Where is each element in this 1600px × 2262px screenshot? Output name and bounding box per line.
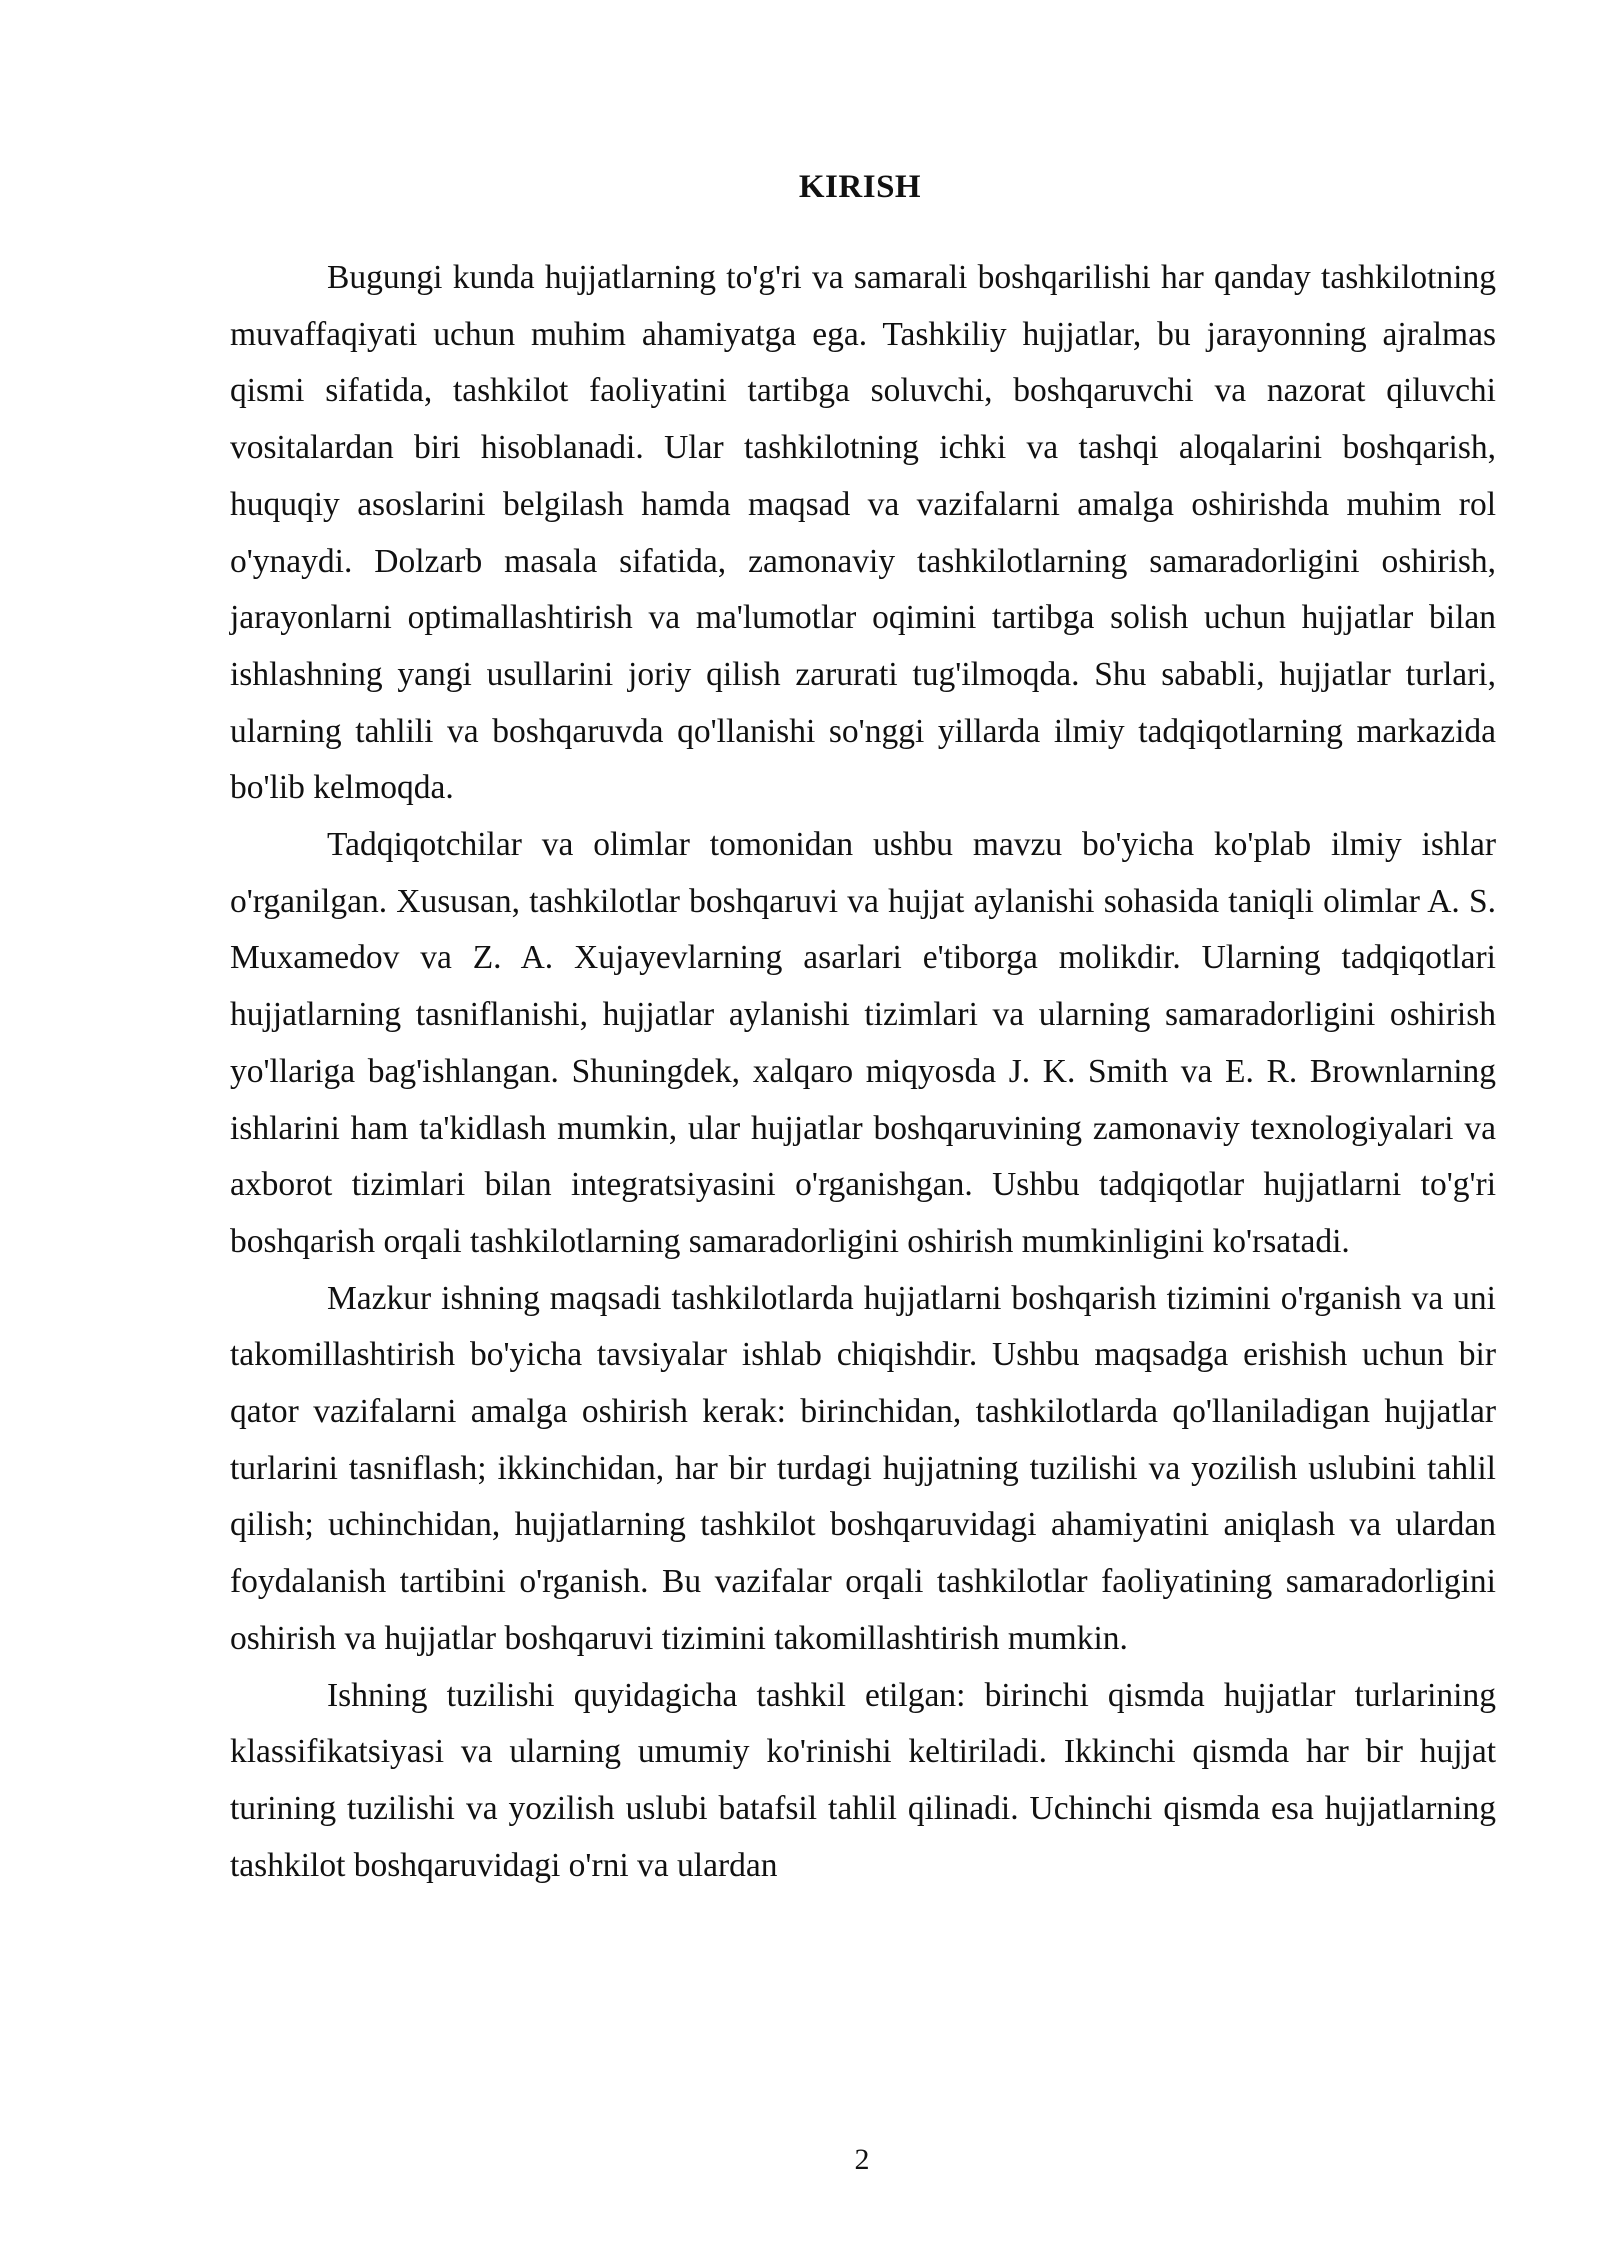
section-title: KIRISH [798,169,922,205]
paragraph-3: Mazkur ishning maqsadi tashkilotlarda hujjatlarni boshqarish tizimini o'rganish va uni takomillashtirish bo'yicha tavsiyalar ishlab chiqishdir. Ushbu maqsadga erishish uchun bir qator vazifalarni amalga oshirish kerak: birinchidan, tashkilotlarda qo'llaniladigan hujjatlar turlarini tasniflash; ikkinchidan, har bir turdagi hujjatning tuzilishi va yozilish uslubini tahlil qilish; uchinchidan, hujjatlarning tashkilot boshqaruvidagi ahamiyatini aniqlash va ulardan foydalanish tartibini o'rganish. Bu vazifalar orqali tashkilotlar faoliyatining samaradorligini oshirish va hujjatlar boshqaruvi tizimini takomillashtirish mumkin. [230,1279,1496,1657]
paragraph-2: Tadqiqotchilar va olimlar tomonidan ushbu mavzu bo'yicha ko'plab ilmiy ishlar o'rganilgan. Xususan, tashkilotlar boshqaruvi va hujjat aylanishi sohasida taniqli olimlar A. S. Muxamedov va Z. A. Xujayevlarning asarlari e'tiborga molikdir. Ularning tadqiqotlari hujjatlarning tasniflanishi, hujjatlar aylanishi tizimlari va ularning samaradorligini oshirish yo'llariga bag'ishlangan. Shuningdek, xalqaro miqyosda J. K. Smith va E. R. Brownlarning ishlarini ham ta'kidlash mumkin, ular hujjatlar boshqaruvining zamonaviy texnologiyalari va axborot tizimlari bilan integratsiyasini o'rganishgan. Ushbu tadqiqotlar hujjatlarni to'g'ri boshqarish orqali tashkilotlarning samaradorligini oshirish mumkinligini ko'rsatadi. [230,826,1496,1260]
paragraph-4: Ishning tuzilishi quyidagicha tashkil etilgan: birinchi qismda hujjatlar turlarining klassifikatsiyasi va ularning umumiy ko'rinishi keltiriladi. Ikkinchi qismda har bir hujjat turining tuzilishi va yozilish uslubi batafsil tahlil qilinadi. Uchinchi qismda esa hujjatlarning tashkilot boshqaruvidagi o'rni va ulardan [230,1676,1496,1884]
body-text [230,250,1496,1894]
paragraph-1: Bugungi kunda hujjatlarning to'g'ri va samarali boshqarilishi har qanday tashkilotning muvaffaqiyati uchun muhim ahamiyatga ega. Tashkiliy hujjatlar, bu jarayonning ajralmas qismi sifatida, tashkilot faoliyatini tartibga soluvchi, boshqaruvchi va nazorat qiluvchi vositalardan biri hisoblanadi. Ular tashkilotning ichki va tashqi aloqalarini boshqarish, huquqiy asoslarini belgilash hamda maqsad va vazifalarni amalga oshirishda muhim rol o'ynaydi. Dolzarb masala sifatida, zamonaviy tashkilotlarning samaradorligini oshirish, jarayonlarni optimallashtirish va ma'lumotlar oqimini tartibga solish uchun hujjatlar bilan ishlashning yangi usullarini joriy qilish zarurati tug'ilmoqda. Shu sababli, hujjatlar turlari, ularning tahlili va boshqaruvda qo'llanishi so'nggi yillarda ilmiy tadqiqotlarning markazida bo'lib kelmoqda. [230,259,1496,807]
page-number: 2 [854,2143,870,2176]
